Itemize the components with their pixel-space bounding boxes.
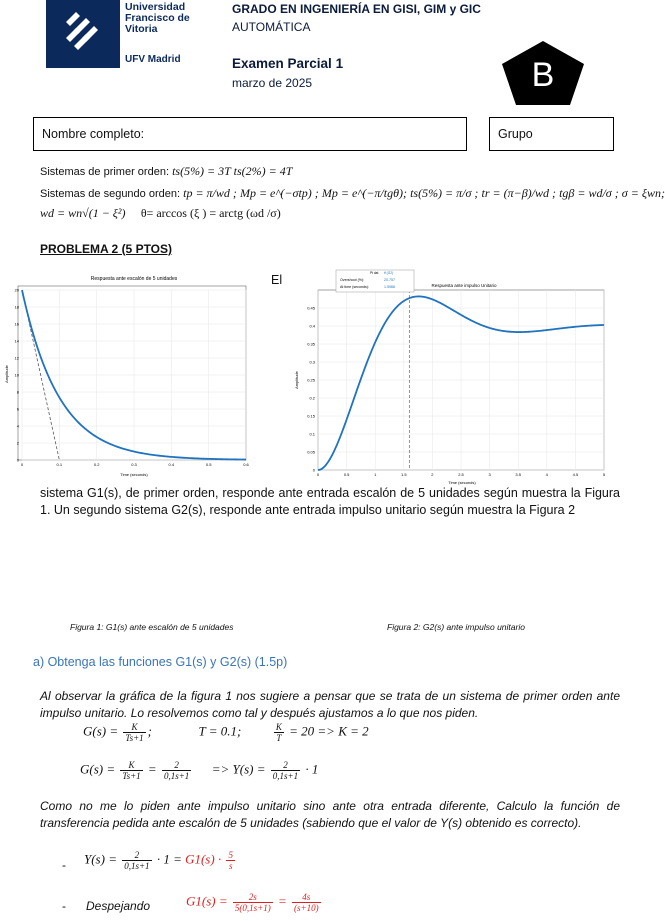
tip-row2-value: 1.5966 [384,285,395,289]
theta-formula: θ= arccos (ξ ) = arctg (ωd /σ) [140,206,281,220]
y-tick-label: 16 [14,321,19,327]
fig1-title: Respuesta ante escalón de 5 unidades [90,276,178,282]
equation-4: G1(s) = $\frac{2s}{5(0,1s+1)}$ = $\frac{4s}{(s+10)}$ [186,892,319,913]
fig2-ylabel: Amplitude [294,371,299,389]
y-tick-label: 18 [14,304,19,310]
fig2-datatip [336,270,414,292]
fig2-xlabel: Time (seconds) [448,480,476,485]
x-tick-label: 0 [316,472,320,477]
y-tick-label: 0.4 [309,323,315,329]
version-letter: B [531,56,555,94]
name-field[interactable] [33,117,467,151]
figure1-chart [4,272,250,478]
x-tick-label: 2 [431,472,434,477]
group-field[interactable] [489,117,614,151]
y-tick-label: 0.1 [309,431,315,437]
y-tick-label: 4 [16,423,19,429]
group-label: Grupo [498,127,533,141]
fig2-title: Respuesta ante impulso Unitario [431,283,497,288]
fig1-plot-area [18,286,246,460]
question-a: a) Obtenga las funciones G1(s) y G2(s) (1.5p) [33,655,288,669]
degree-title: GRADO EN INGENIERÍA EN GISI, GIM y GIC [232,2,481,16]
y-tick-label: 0 [312,467,315,473]
problem-paragraph: sistema G1(s), de primer orden, responde ante entrada escalón de 5 unidades según muestra la Figura 1. Un segundo sistema G2(s), responde ante entrada impulso unitario según muestra la Figura 2 [40,486,620,517]
university-name: Universidad Francisco de Vitoria [125,1,190,35]
name-label: Nombre completo: [42,127,145,141]
first-order-eq: ts(5%) = 3T ts(2%) = 4T [172,164,293,178]
university-logo [46,0,120,68]
tgb-formula: tgβ = wd/σ ; [559,186,619,200]
x-tick-label: 5 [602,472,606,477]
mp1-formula: Mp = e^(−σtp) ; [239,186,319,200]
x-tick-label: 0.4 [168,462,175,467]
first-order-label: Sistemas de primer orden: [40,166,169,178]
fig1-ylabel: Amplitude [4,365,9,383]
y-tick-label: 12 [14,355,19,361]
equation-2: G(s) = $\frac{K}{Ts+1}$ = $\frac{2}{0,1s+1}$ => Y(s) = $\frac{2}{0,1s+1}$ · 1 [80,760,319,781]
exam-title: Examen Parcial 1 [232,56,344,71]
x-tick-label: 0.1 [56,462,63,467]
x-tick-label: 0.3 [131,462,137,467]
y-tick-label: 8 [16,389,19,395]
tip-header-label: Pt dat [370,271,379,275]
version-badge [500,40,586,106]
equation-3: Y(s) = $\frac{2}{0,1s+1}$ · 1 = G1(s) · $\frac{5}{s}$ [84,850,233,871]
equation-1: G(s) = $\frac{K}{Ts+1}$ ; T = 0.1; $\frac{K}{T}$ = 20 => K = 2 [83,722,369,743]
tip-row2-label: At time (seconds): [340,285,369,289]
answer-paragraph-2: Como no me lo piden ante impulso unitario sino ante otra entrada diferente, Calculo la función de transferencia pedida ante escalón de 5 unidades (sabiendo que el valor de Y(s) obtenido es correcto). [40,799,620,830]
x-tick-label: 3 [488,472,491,477]
x-tick-label: 0.5 [343,472,350,477]
second-order-formulas [40,186,665,201]
y-tick-label: 20 [14,287,19,293]
exam-date: marzo de 2025 [232,76,313,90]
tip-row1-value: 20.757 [384,278,395,282]
logo-mark-icon [46,0,120,68]
y-tick-label: 14 [14,338,19,344]
y-tick-label: 0.15 [307,413,315,419]
y-tick-label: 0.05 [307,449,315,455]
y-tick-label: 6 [16,406,19,412]
first-order-formulas [40,164,292,179]
campus-name: UFV Madrid [125,54,181,65]
x-tick-label: 0.5 [205,462,212,467]
y-tick-label: 0.25 [307,377,315,383]
despejando-label: Despejando [86,899,151,913]
y-tick-label: 0.45 [307,305,315,311]
bullet-2: - [62,899,66,913]
fig1-xlabel: Time (seconds) [120,472,148,477]
y-tick-label: 2 [16,440,19,446]
figure2-chart [284,270,606,486]
figure1-caption: Figura 1: G1(s) ante escalón de 5 unidades [70,622,234,632]
x-tick-label: 0.2 [93,462,100,467]
ts5-formula: ts(5%) = π/σ ; [410,186,479,200]
x-tick-label: 4 [545,472,548,477]
x-tick-label: 3.5 [515,472,521,477]
wd-formulas [40,206,281,221]
x-tick-label: 1.5 [401,472,407,477]
wd-formula: wd = wn√(1 − ξ²) [40,206,126,220]
tr-formula: tr = (π−β)/wd ; [481,186,556,200]
tip-row1-label: Overshoot (%): [340,278,365,282]
problem-title: PROBLEMA 2 (5 PTOS) [40,242,173,256]
x-tick-label: 0.6 [243,462,249,467]
tp-formula: tp = π/wd ; [183,186,237,200]
x-tick-label: 1 [374,472,377,477]
x-tick-label: 2.5 [458,472,464,477]
tip-header-value: tf (G2) [384,271,394,275]
y-tick-label: 10 [14,372,19,378]
subject-title: AUTOMÁTICA [232,20,311,34]
figure2-caption: Figura 2: G2(s) ante impulso unitario [387,622,525,632]
answer-paragraph-1: Al observar la gráfica de la figura 1 nos sugiere a pensar que se trata de un sistema de primer orden ante impulso unitario. Lo resolvemos como tal y después ajustamos a lo que nos piden. [40,689,620,720]
mp2-formula: Mp = e^(−π/tgθ); [321,186,407,200]
bullet-1: - [62,858,66,872]
y-tick-label: 0.3 [309,359,315,365]
intro-el: El [271,273,283,287]
y-tick-label: 0.35 [307,341,315,347]
x-tick-label: 4.5 [572,472,579,477]
sigma-formula: σ = ξwn; [621,186,665,200]
y-tick-label: 0.2 [309,395,315,401]
x-tick-label: 0 [20,462,24,467]
y-tick-label: 0 [16,457,19,463]
second-order-label: Sistemas de segundo orden: [40,188,181,200]
